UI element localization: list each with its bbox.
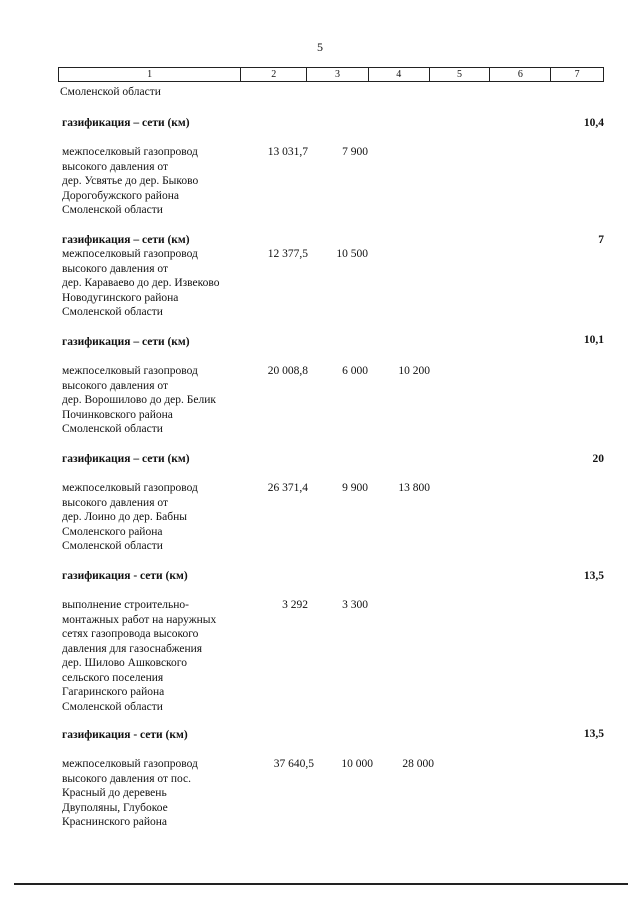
column-header-1: 1 bbox=[59, 68, 241, 81]
block-value-col7: 10,1 bbox=[583, 334, 604, 346]
block-desc-line: Новодугинского района bbox=[62, 291, 179, 304]
block-value-col2: 20 008,8 bbox=[267, 365, 308, 377]
block-desc-line: дер. Ворошилово до дер. Белик bbox=[62, 394, 216, 406]
page-number: 5 bbox=[317, 40, 323, 54]
block-desc-line: выполнение строительно- bbox=[62, 599, 189, 611]
column-header-3: 3 bbox=[307, 68, 369, 81]
block-heading: газификация - сети (км) bbox=[62, 729, 188, 741]
block-value-col4: 10 200 bbox=[398, 365, 430, 377]
block-desc-line: Смоленской области bbox=[62, 423, 163, 435]
block-value-col2: 37 640,5 bbox=[273, 758, 314, 770]
block-value-col7: 13,5 bbox=[583, 570, 604, 582]
block-value-col3: 9 900 bbox=[342, 482, 368, 494]
block-value-col7: 10,4 bbox=[583, 117, 604, 129]
column-header-5: 5 bbox=[430, 68, 491, 81]
block-value-col2: 13 031,7 bbox=[267, 146, 308, 158]
block-desc-line: давления для газоснабжения bbox=[62, 642, 203, 655]
block-desc-line: межпоселковый газопровод bbox=[62, 146, 198, 158]
block-value-col3: 3 300 bbox=[342, 599, 368, 611]
block-desc-line: Дорогобужского района bbox=[62, 189, 179, 202]
block-desc-line: дер. Усвятье до дер. Быково bbox=[62, 175, 199, 187]
column-header-2: 2 bbox=[241, 68, 307, 81]
block-value-col7: 20 bbox=[592, 453, 604, 465]
block-heading: газификация – сети (км) bbox=[62, 234, 190, 246]
block-desc-line: Краснинского района bbox=[62, 816, 168, 828]
block-desc-line: дер. Лоино до дер. Бабны bbox=[62, 511, 188, 523]
block-value-col2: 3 292 bbox=[282, 599, 308, 611]
block-desc-line: высокого давления от bbox=[62, 379, 168, 392]
block-desc-line: дер. Караваево до дер. Извеково bbox=[62, 277, 220, 289]
column-header-4: 4 bbox=[369, 68, 430, 81]
block-desc-line: высокого давления от bbox=[62, 262, 168, 275]
block-desc-line: Починковского района bbox=[62, 408, 173, 421]
block-value-col3: 10 000 bbox=[341, 758, 373, 770]
bottom-rule bbox=[14, 883, 628, 885]
block-value-col7: 7 bbox=[598, 234, 604, 246]
block-desc-line: Смоленской области bbox=[62, 306, 163, 318]
block-heading: газификация – сети (км) bbox=[62, 117, 190, 129]
block-desc-line: сельского поселения bbox=[62, 671, 164, 684]
block-desc-line: Смоленской области bbox=[62, 700, 163, 713]
block-desc-line: межпоселковый газопровод bbox=[62, 365, 198, 377]
block-value-col3: 10 500 bbox=[336, 248, 368, 260]
block-desc-line: межпоселковый газопровод bbox=[62, 758, 198, 770]
column-header-6: 6 bbox=[490, 68, 551, 81]
block-heading: газификация – сети (км) bbox=[62, 336, 190, 348]
block-desc-line: высокого давления от bbox=[62, 160, 168, 173]
block-value-col4: 28 000 bbox=[402, 758, 434, 770]
block-desc-line: Смоленской области bbox=[62, 540, 163, 552]
block-value-col2: 26 371,4 bbox=[267, 482, 308, 494]
block-desc-line: сетях газопровода высокого bbox=[62, 628, 199, 640]
continuation-text: Смоленской области bbox=[60, 86, 161, 98]
block-desc-line: монтажных работ на наружных bbox=[62, 613, 217, 626]
block-desc-line: Двуполяны, Глубокое bbox=[62, 801, 168, 814]
block-desc-line: высокого давления от bbox=[62, 496, 168, 509]
block-desc-line: Смоленской области bbox=[62, 204, 163, 216]
block-desc-line: межпоселковый газопровод bbox=[62, 482, 198, 494]
block-heading: газификация - сети (км) bbox=[62, 570, 188, 582]
block-desc-line: высокого давления от пос. bbox=[62, 772, 192, 785]
column-header-7: 7 bbox=[574, 69, 580, 80]
block-value-col3: 7 900 bbox=[342, 146, 368, 158]
block-value-col4: 13 800 bbox=[398, 482, 430, 494]
block-value-col7: 13,5 bbox=[583, 728, 604, 740]
block-desc-line: Красный до деревень bbox=[62, 787, 167, 799]
block-heading: газификация – сети (км) bbox=[62, 453, 190, 465]
block-value-col3: 6 000 bbox=[342, 365, 368, 377]
block-desc-line: Смоленского района bbox=[62, 525, 163, 538]
block-value-col2: 12 377,5 bbox=[267, 248, 308, 260]
block-desc-line: межпоселковый газопровод bbox=[62, 248, 198, 260]
block-desc-line: Гагаринского района bbox=[62, 686, 165, 698]
column-header-row bbox=[58, 67, 604, 82]
block-desc-line: дер. Шилово Ашковского bbox=[62, 657, 187, 669]
